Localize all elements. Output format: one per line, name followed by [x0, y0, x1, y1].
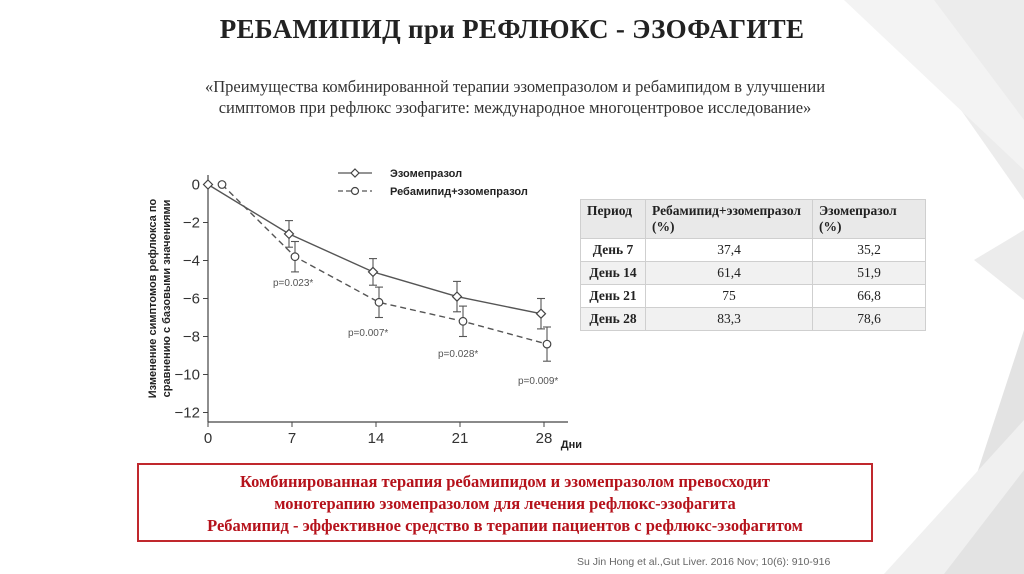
table-row: [581, 239, 926, 262]
y-tick-label: −12: [174, 404, 200, 422]
y-tick-label: −10: [174, 366, 200, 384]
reflux-symptom-chart: [138, 160, 582, 460]
x-tick-label: 21: [451, 430, 469, 447]
table-cell-combo: 61,4: [646, 262, 813, 285]
data-point-circle: [543, 340, 551, 348]
table-cell-period: День 28: [581, 308, 646, 331]
x-tick-label: 0: [203, 430, 213, 447]
y-tick-label: −8: [182, 328, 200, 346]
data-point-circle: [291, 253, 299, 261]
y-axis-label: Изменение симптомов рефлюкса по: [147, 198, 159, 399]
data-point-circle: [218, 181, 226, 189]
table-cell-period: День 21: [581, 285, 646, 308]
data-point-diamond: [369, 267, 378, 276]
legend-label: Ребамипид+эзомепразол: [390, 186, 528, 198]
y-tick-label: 0: [191, 176, 200, 194]
table-cell-period: День 14: [581, 262, 646, 285]
legend-marker-diamond: [351, 169, 359, 177]
page-title: РЕБАМИПИД при РЕФЛЮКС - ЭЗОФАГИТЕ: [219, 14, 805, 44]
conclusion-line-1: Комбинированная терапия ребамипидом и эзомепразолом превосходит: [239, 472, 771, 491]
data-point-diamond: [204, 180, 213, 189]
y-tick-label: −4: [182, 252, 200, 270]
data-point-diamond: [537, 309, 546, 318]
table-cell-combo: 75: [646, 285, 813, 308]
series-line-2: [222, 185, 547, 345]
p-value-annotation: p=0.007*: [348, 328, 389, 339]
table-header-period: Период: [581, 200, 646, 239]
study-subtitle: «Преимущества комбинированной терапии эзомепразолом и ребамипидом в улучшении симптомов при рефлюкс эзофагите: международное многоцентровое исследование»: [204, 77, 826, 117]
p-value-annotation: p=0.028*: [438, 349, 479, 360]
y-axis-label: сравнению с базовыми значениями: [161, 199, 173, 398]
table-cell-mono: 78,6: [813, 308, 926, 331]
table-row: [581, 285, 926, 308]
conclusion-line-2: монотерапию эзомепразолом для лечения рефлюкс-эзофагита: [274, 494, 736, 513]
table-row: [581, 308, 926, 331]
data-point-circle: [459, 318, 467, 326]
x-axis-label: Дни: [560, 439, 582, 451]
x-tick-label: 28: [535, 430, 553, 447]
citation-text: Su Jin Hong et al.,Gut Liver. 2016 Nov; 10(6): 910-916: [577, 556, 831, 568]
table-cell-mono: 35,2: [813, 239, 926, 262]
conclusion-box: [137, 463, 873, 542]
table-header-combo: Ребамипид+эзомепразол (%): [646, 200, 813, 239]
data-point-diamond: [453, 292, 462, 301]
table-cell-mono: 51,9: [813, 262, 926, 285]
x-tick-label: 14: [367, 430, 385, 447]
y-tick-label: −2: [182, 214, 200, 232]
table-header-mono: Эзомепразол (%): [813, 200, 926, 239]
response-rate-table: [580, 199, 926, 331]
conclusion-line-3: Ребамипид - эффективное средство в терапии пациентов с рефлюкс-эзофагитом: [207, 516, 803, 535]
table-cell-mono: 66,8: [813, 285, 926, 308]
table-row: [581, 262, 926, 285]
data-point-diamond: [285, 229, 294, 238]
table-cell-combo: 83,3: [646, 308, 813, 331]
p-value-annotation: p=0.023*: [273, 278, 314, 289]
legend-label: Эзомепразол: [390, 168, 463, 180]
table-cell-combo: 37,4: [646, 239, 813, 262]
table-cell-period: День 7: [581, 239, 646, 262]
series-line-1: [208, 185, 541, 314]
data-point-circle: [375, 299, 383, 307]
x-tick-label: 7: [287, 430, 297, 447]
legend-marker-circle: [352, 188, 359, 195]
y-tick-label: −6: [182, 290, 200, 308]
p-value-annotation: p=0.009*: [518, 376, 559, 387]
